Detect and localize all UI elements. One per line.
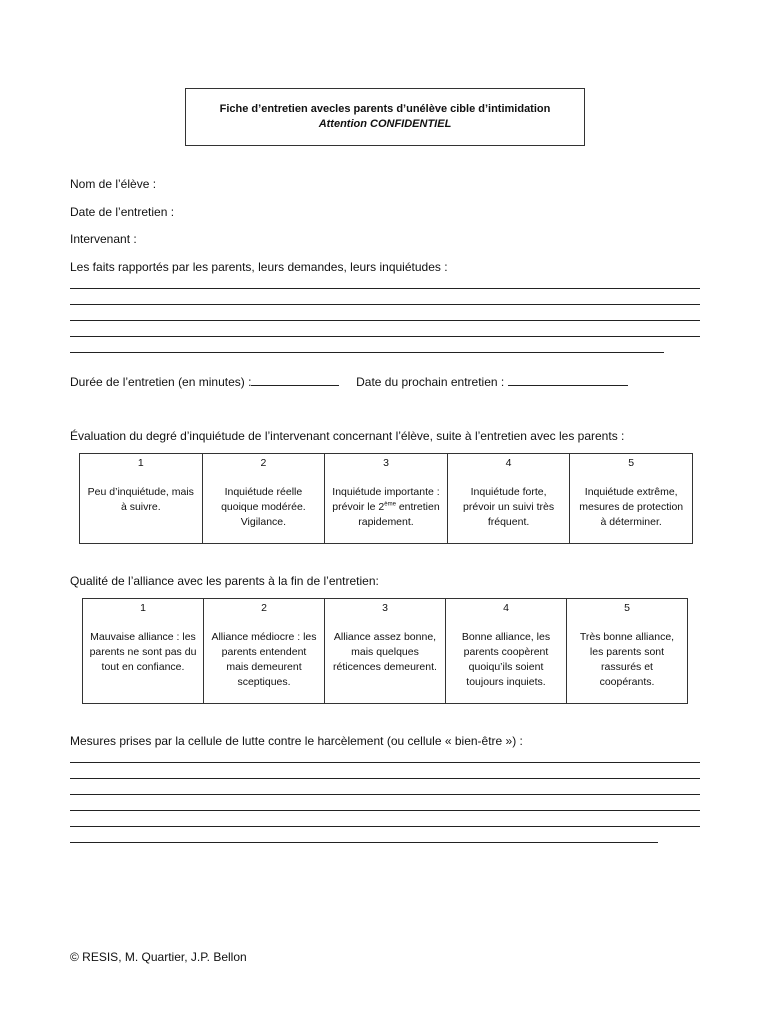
worry-level-2: 2 Inquiétude réelle quoique modérée. Vigilance. [202,454,325,544]
copyright-footer: © RESIS, M. Quartier, J.P. Bellon [70,950,247,964]
duration-label: Durée de l’entretien (en minutes) : [70,375,252,389]
document-title: Fiche d’entretien avecles parents d’unélève cible d’intimidation [219,103,551,115]
duration-row [70,374,628,389]
worry-scale-table [79,453,693,544]
student-name-label: Nom de l’élève : [70,177,157,191]
alliance-level-1: 1 Mauvaise alliance : les parents ne sont pas du tout en confiance. [83,599,204,704]
confidential-notice: Attention CONFIDENTIEL [318,118,452,130]
writing-line [70,827,658,843]
writing-line [70,321,700,337]
alliance-scale-table [82,598,688,704]
worry-level-4: 4 Inquiétude forte, prévoir un suivi très fréquent. [447,454,570,544]
writing-line [70,273,700,289]
alliance-heading: Qualité de l’alliance avec les parents à la fin de l’entretien: [70,574,379,588]
writing-line [70,305,700,321]
writing-line [70,795,700,811]
next-date-label: Date du prochain entretien : [356,375,505,389]
writing-line [70,779,700,795]
title-box [185,88,585,146]
writing-line [70,763,700,779]
next-date-blank [508,374,628,386]
facts-lines [70,273,700,353]
alliance-level-2: 2 Alliance médiocre : les parents entendent mais demeurent sceptiques. [204,599,325,704]
writing-line [70,747,700,763]
duration-blank [251,374,339,386]
worry-level-5: 5 Inquiétude extrême, mesures de protection à déterminer. [570,454,693,544]
facts-label: Les faits rapportés par les parents, leurs demandes, leurs inquiétudes : [70,260,448,274]
evaluation-heading: Évaluation du degré d’inquiétude de l’intervenant concernant l’élève, suite à l’entretien avec les parents : [70,429,625,443]
interview-date-label: Date de l’entretien : [70,205,175,219]
writing-line [70,811,700,827]
worry-level-1: 1 Peu d’inquiétude, mais à suivre. [80,454,203,544]
measures-heading: Mesures prises par la cellule de lutte contre le harcèlement (ou cellule « bien-être ») : [70,734,523,748]
worry-level-3: 3 Inquiétude importante : prévoir le 2ème entretien rapidement. [325,454,448,544]
writing-line [70,337,664,353]
alliance-level-4: 4 Bonne alliance, les parents coopèrent quoiqu’ils soient toujours inquiets. [446,599,567,704]
alliance-level-5: 5 Très bonne alliance, les parents sont rassurés et coopérants. [567,599,688,704]
interviewer-label: Intervenant : [70,232,137,246]
alliance-level-3: 3 Alliance assez bonne, mais quelques réticences demeurent. [325,599,446,704]
writing-line [70,289,700,305]
measures-lines [70,747,700,843]
